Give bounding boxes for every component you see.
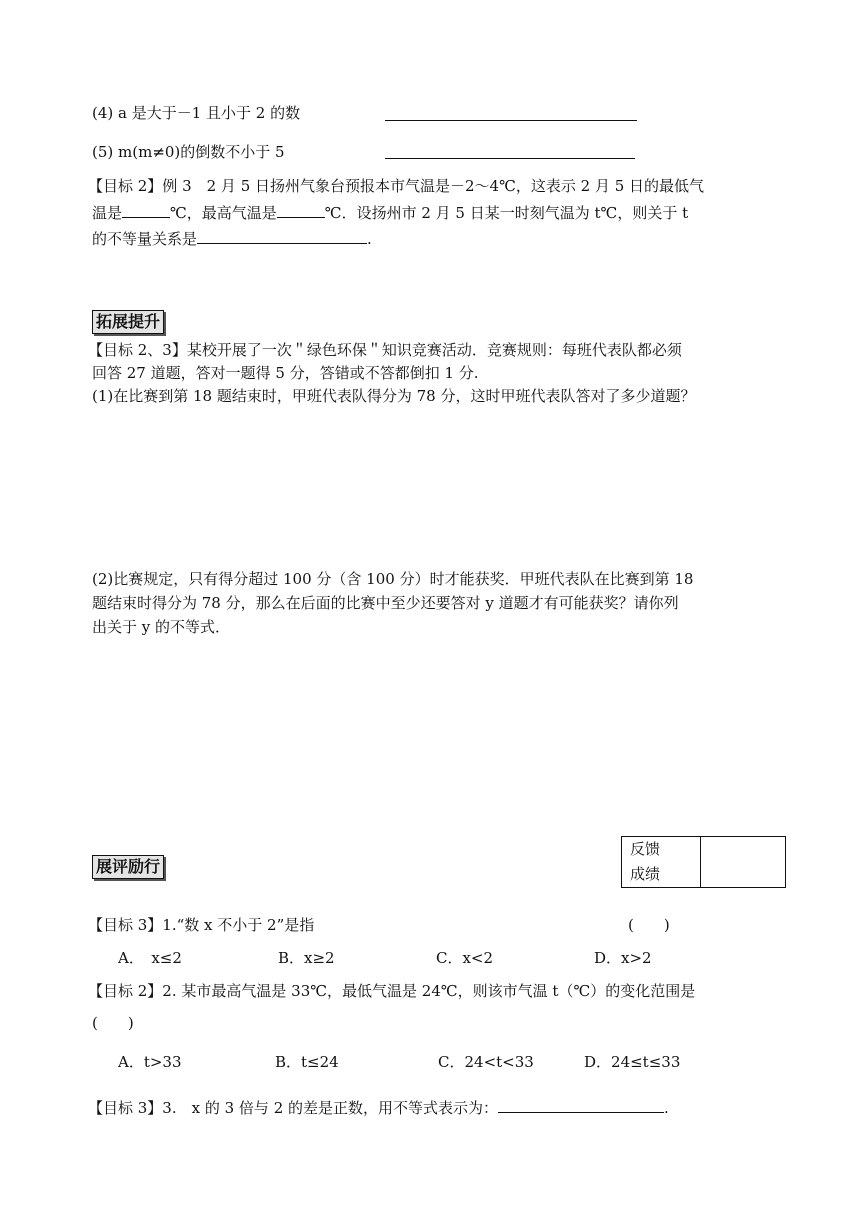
highest-temp-blank[interactable] [277, 201, 325, 218]
review-q1-option-b[interactable]: B．x≥2 [278, 949, 335, 967]
lowest-temp-blank[interactable] [122, 201, 170, 218]
review-q2-bracket[interactable]: ( ) [92, 1014, 134, 1032]
item-5-text: (5) m(m≠0)的倒数不小于 5 [92, 143, 285, 161]
item-4-text: (4) a 是大于－1 且小于 2 的数 [92, 104, 301, 122]
extend-intro-line2: 回答 27 道题，答对一题得 5 分，答错或不答都倒扣 1 分. [92, 364, 479, 382]
review-q2-option-b[interactable]: B．t≤24 [275, 1053, 339, 1071]
feedback-label: 反馈 [630, 840, 661, 858]
feedback-score-table [621, 836, 786, 888]
example-3-line3 [92, 227, 372, 250]
example-3-text-d: 的不等量关系是 [92, 230, 198, 248]
extend-question-2-line3: 出关于 y 的不等式． [92, 618, 231, 636]
extend-question-1: (1)在比赛到第 18 题结束时，甲班代表队得分为 78 分，这时甲班代表队答对了多少道题？ [92, 387, 696, 405]
review-q3-line [88, 1096, 669, 1119]
review-q3-answer-blank[interactable] [498, 1096, 664, 1113]
review-q3-stem: 【目标 3】3. x 的 3 倍与 2 的差是正数，用不等式表示为： [88, 1099, 499, 1117]
section-heading-review: 展评励行 [92, 855, 164, 879]
example-3-text-b: ℃，最高气温是 [170, 204, 277, 222]
extend-question-2-line2: 题结束时得分为 78 分，那么在后面的比赛中至少还要答对 y 道题才有可能获奖？请你列 [92, 594, 679, 612]
feedback-score-label [622, 837, 701, 888]
extend-intro-line1: 【目标 2、3】某校开展了一次＂绿色环保＂知识竞赛活动．竞赛规则：每班代表队都必须 [88, 341, 682, 359]
review-q2-option-c[interactable]: C．24<t<33 [438, 1053, 534, 1071]
section-heading-extend: 拓展提升 [92, 310, 164, 334]
example-3-text-a: 温是 [92, 204, 123, 222]
review-q1-bracket[interactable]: ( ) [628, 916, 670, 934]
item-4-answer-blank[interactable] [385, 120, 637, 121]
review-q2-option-d[interactable]: D．24≤t≤33 [584, 1053, 681, 1071]
example-3-line1: 【目标 2】例 3 2 月 5 日扬州气象台预报本市气温是－2～4℃，这表示 2 月 5 日的最低气 [88, 177, 705, 195]
review-q1-option-c[interactable]: C．x<2 [436, 949, 494, 967]
review-q1-option-a[interactable]: A． x≤2 [118, 949, 182, 967]
review-q1-stem: 【目标 3】1.“数 x 不小于 2”是指 [88, 916, 315, 934]
inequality-relation-blank[interactable] [197, 227, 367, 244]
review-q1-option-d[interactable]: D．x>2 [594, 949, 652, 967]
example-3-line2 [92, 201, 688, 224]
review-q3-end: . [664, 1099, 669, 1117]
extend-question-2-line1: (2)比赛规定，只有得分超过 100 分（含 100 分）时才能获奖．甲班代表队在比赛到第 18 [92, 570, 694, 588]
review-q2-option-a[interactable]: A．t>33 [118, 1053, 182, 1071]
score-label: 成绩 [630, 865, 661, 883]
review-q2-stem: 【目标 2】2. 某市最高气温是 33℃，最低气温是 24℃，则该市气温 t（℃）的变化范围是 [88, 982, 696, 1000]
item-5-answer-blank[interactable] [385, 158, 635, 159]
example-3-text-c: ℃．设扬州市 2 月 5 日某一时刻气温为 t℃，则关于 t [324, 204, 689, 222]
score-value-cell[interactable] [701, 837, 786, 888]
example-3-text-e: . [367, 230, 372, 248]
